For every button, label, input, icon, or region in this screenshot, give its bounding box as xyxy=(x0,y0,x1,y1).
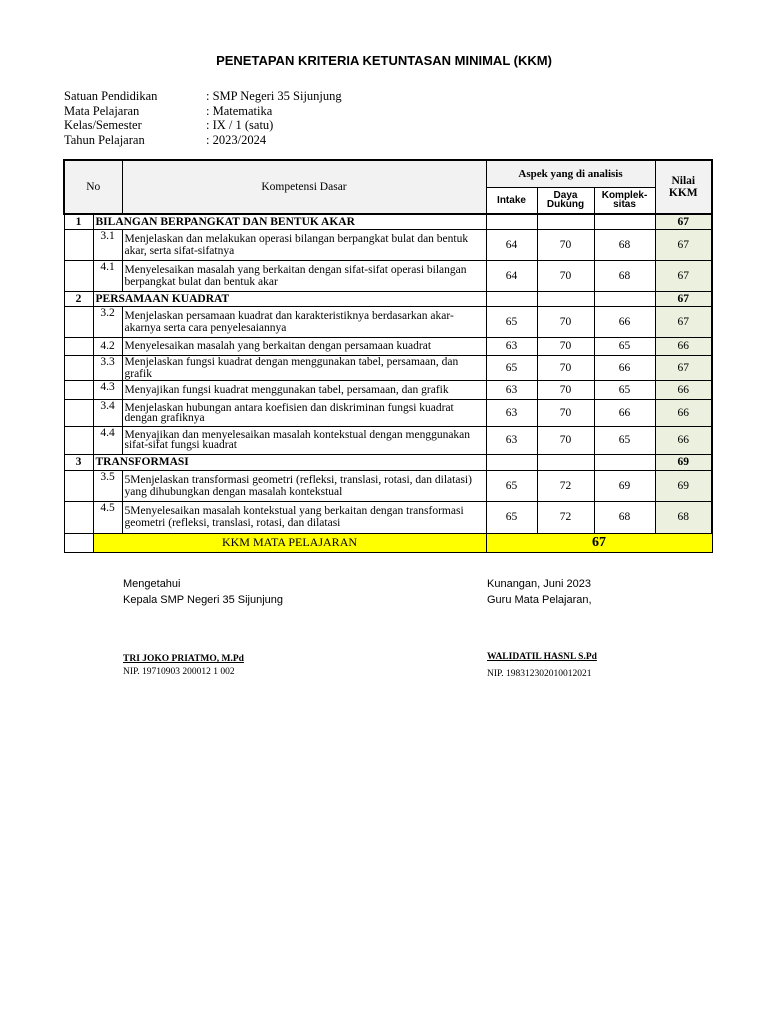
kd-text: Menjelaskan fungsi kuadrat dengan menggunakan tabel, persamaan, dan grafik xyxy=(122,355,486,380)
header-no: No xyxy=(64,160,122,214)
kd-number: 4.4 xyxy=(93,426,122,454)
empty-cell xyxy=(486,214,537,229)
daya-dukung-value: 70 xyxy=(537,260,594,291)
group-no: 3 xyxy=(64,454,93,470)
kd-number: 4.2 xyxy=(93,337,122,355)
kd-text: Menyajikan dan menyelesaikan masalah kontekstual dengan menggunakan sifat-sifat fungsi kuadrat xyxy=(122,426,486,454)
kkm-value: 69 xyxy=(655,470,712,501)
empty-cell xyxy=(537,454,594,470)
table-row xyxy=(64,337,712,355)
kompleksitas-value: 65 xyxy=(594,426,655,454)
empty-cell xyxy=(537,291,594,306)
daya-dukung-value: 72 xyxy=(537,501,594,533)
kkm-value: 66 xyxy=(655,426,712,454)
kompleksitas-value: 66 xyxy=(594,399,655,426)
kd-text: Menjelaskan dan melakukan operasi bilangan berpangkat bulat dan bentuk akar, serta sifat-sifatnya xyxy=(122,229,486,260)
kkm-value: 66 xyxy=(655,399,712,426)
empty-cell xyxy=(64,501,93,533)
kd-text: Menjelaskan persamaan kuadrat dan karakteristiknya berdasarkan akar-akarnya serta cara penyelesaiannya xyxy=(122,306,486,337)
empty-cell xyxy=(64,470,93,501)
meta-value: : Matematika xyxy=(206,103,273,118)
document-meta xyxy=(64,89,342,147)
kompleksitas-value: 65 xyxy=(594,337,655,355)
kd-number: 3.2 xyxy=(93,306,122,337)
kd-number: 4.1 xyxy=(93,260,122,291)
right-sign-line2: Guru Mata Pelajaran, xyxy=(487,594,592,606)
intake-value: 63 xyxy=(486,426,537,454)
kkm-value: 67 xyxy=(655,306,712,337)
intake-value: 63 xyxy=(486,399,537,426)
kd-text: 5Menyelesaikan masalah kontekstual yang berkaitan dengan transformasi geometri (refleksi, translasi, rotasi, dan dilatasi xyxy=(122,501,486,533)
intake-value: 65 xyxy=(486,306,537,337)
kompleksitas-value: 68 xyxy=(594,501,655,533)
table-row xyxy=(64,399,712,426)
kkm-value: 68 xyxy=(655,501,712,533)
meta-key: Satuan Pendidikan xyxy=(64,89,158,103)
daya-dukung-value: 70 xyxy=(537,229,594,260)
kkm-value: 66 xyxy=(655,380,712,399)
intake-value: 63 xyxy=(486,337,537,355)
right-sign-line1: Kunangan, Juni 2023 xyxy=(487,578,591,590)
kd-number: 4.3 xyxy=(93,380,122,399)
group-kkm: 67 xyxy=(655,214,712,229)
kkm-footer-label: KKM MATA PELAJARAN xyxy=(93,533,486,552)
header-kompleksitas: Komplek-sitas xyxy=(594,187,655,214)
empty-cell xyxy=(594,454,655,470)
document-title: PENETAPAN KRITERIA KETUNTASAN MINIMAL (KKM) xyxy=(216,53,552,68)
empty-cell xyxy=(64,399,93,426)
kompleksitas-value: 66 xyxy=(594,306,655,337)
table-header-row xyxy=(64,160,712,187)
kd-number: 3.1 xyxy=(93,229,122,260)
table-row xyxy=(64,380,712,399)
kd-number: 3.3 xyxy=(93,355,122,380)
empty-cell xyxy=(594,214,655,229)
group-label: TRANSFORMASI xyxy=(93,454,486,470)
meta-value: : SMP Negeri 35 Sijunjung xyxy=(206,89,342,103)
meta-value: : 2023/2024 xyxy=(206,132,267,147)
meta-key: Kelas/Semester xyxy=(64,118,142,132)
kd-text: Menyelesaikan masalah yang berkaitan dengan sifat-sifat operasi bilangan berpangkat bulat dan bentuk akar xyxy=(122,260,486,291)
left-signatory-name: TRI JOKO PRIATMO, M.Pd xyxy=(123,654,244,664)
group-no: 1 xyxy=(64,214,93,229)
kkm-value: 67 xyxy=(655,355,712,380)
meta-row-satuan xyxy=(64,89,342,104)
group-kkm: 69 xyxy=(655,454,712,470)
table-row xyxy=(64,470,712,501)
empty-cell xyxy=(64,229,93,260)
left-signatory-nip: NIP. 19710903 200012 1 002 xyxy=(123,667,235,677)
kkm-table xyxy=(63,159,713,553)
header-kompetensi-dasar: Kompetensi Dasar xyxy=(122,160,486,214)
intake-value: 65 xyxy=(486,501,537,533)
header-aspek: Aspek yang di analisis xyxy=(486,160,655,187)
group-label: BILANGAN BERPANGKAT DAN BENTUK AKAR xyxy=(93,214,486,229)
kd-text: Menjelaskan hubungan antara koefisien dan diskriminan fungsi kuadrat dengan grafiknya xyxy=(122,399,486,426)
kkm-value: 67 xyxy=(655,229,712,260)
meta-row-tahun xyxy=(64,133,342,148)
empty-cell xyxy=(64,426,93,454)
table-row xyxy=(64,229,712,260)
table-row xyxy=(64,355,712,380)
group-row xyxy=(64,454,712,470)
empty-cell xyxy=(486,454,537,470)
intake-value: 65 xyxy=(486,355,537,380)
empty-cell xyxy=(64,380,93,399)
right-signatory-name: WALIDATIL HASNL S.Pd xyxy=(487,652,597,662)
kompleksitas-value: 66 xyxy=(594,355,655,380)
kd-text: 5Menjelaskan transformasi geometri (refleksi, translasi, rotasi, dan dilatasi) yang dihubungkan dengan masalah kontekstual xyxy=(122,470,486,501)
table-row xyxy=(64,426,712,454)
group-label: PERSAMAAN KUADRAT xyxy=(93,291,486,306)
intake-value: 63 xyxy=(486,380,537,399)
empty-cell xyxy=(64,533,93,552)
empty-cell xyxy=(486,291,537,306)
meta-row-kelas xyxy=(64,118,342,133)
kd-number: 3.4 xyxy=(93,399,122,426)
intake-value: 64 xyxy=(486,229,537,260)
kompleksitas-value: 68 xyxy=(594,229,655,260)
empty-cell xyxy=(64,337,93,355)
daya-dukung-value: 70 xyxy=(537,355,594,380)
table-row xyxy=(64,306,712,337)
left-sign-line1: Mengetahui xyxy=(123,578,181,590)
kd-number: 3.5 xyxy=(93,470,122,501)
group-row xyxy=(64,214,712,229)
kkm-value: 66 xyxy=(655,337,712,355)
empty-cell xyxy=(64,260,93,291)
meta-value: : IX / 1 (satu) xyxy=(206,118,274,132)
kkm-footer-value: 67 xyxy=(486,533,712,552)
left-sign-line2: Kepala SMP Negeri 35 Sijunjung xyxy=(123,594,284,606)
meta-key: Tahun Pelajaran xyxy=(64,132,145,147)
empty-cell xyxy=(64,306,93,337)
intake-value: 65 xyxy=(486,470,537,501)
kd-text: Menyelesaikan masalah yang berkaitan dengan persamaan kuadrat xyxy=(122,337,486,355)
meta-row-mapel xyxy=(64,104,342,119)
kd-number: 4.5 xyxy=(93,501,122,533)
kd-text: Menyajikan fungsi kuadrat menggunakan tabel, persamaan, dan grafik xyxy=(122,380,486,399)
empty-cell xyxy=(537,214,594,229)
empty-cell xyxy=(594,291,655,306)
daya-dukung-value: 70 xyxy=(537,337,594,355)
right-signatory-nip: NIP. 198312302010012021 xyxy=(487,669,592,679)
daya-dukung-value: 70 xyxy=(537,426,594,454)
kompleksitas-value: 69 xyxy=(594,470,655,501)
group-row xyxy=(64,291,712,306)
header-intake: Intake xyxy=(486,187,537,214)
kompleksitas-value: 68 xyxy=(594,260,655,291)
kompleksitas-value: 65 xyxy=(594,380,655,399)
table-row xyxy=(64,260,712,291)
daya-dukung-value: 72 xyxy=(537,470,594,501)
meta-key: Mata Pelajaran xyxy=(64,103,140,118)
daya-dukung-value: 70 xyxy=(537,399,594,426)
group-kkm: 67 xyxy=(655,291,712,306)
table-row xyxy=(64,501,712,533)
header-daya-dukung: Daya Dukung xyxy=(537,187,594,214)
header-nilai-kkm: Nilai KKM xyxy=(655,160,712,214)
daya-dukung-value: 70 xyxy=(537,306,594,337)
empty-cell xyxy=(64,355,93,380)
kkm-value: 67 xyxy=(655,260,712,291)
daya-dukung-value: 70 xyxy=(537,380,594,399)
group-no: 2 xyxy=(64,291,93,306)
kkm-footer-row xyxy=(64,533,712,552)
intake-value: 64 xyxy=(486,260,537,291)
